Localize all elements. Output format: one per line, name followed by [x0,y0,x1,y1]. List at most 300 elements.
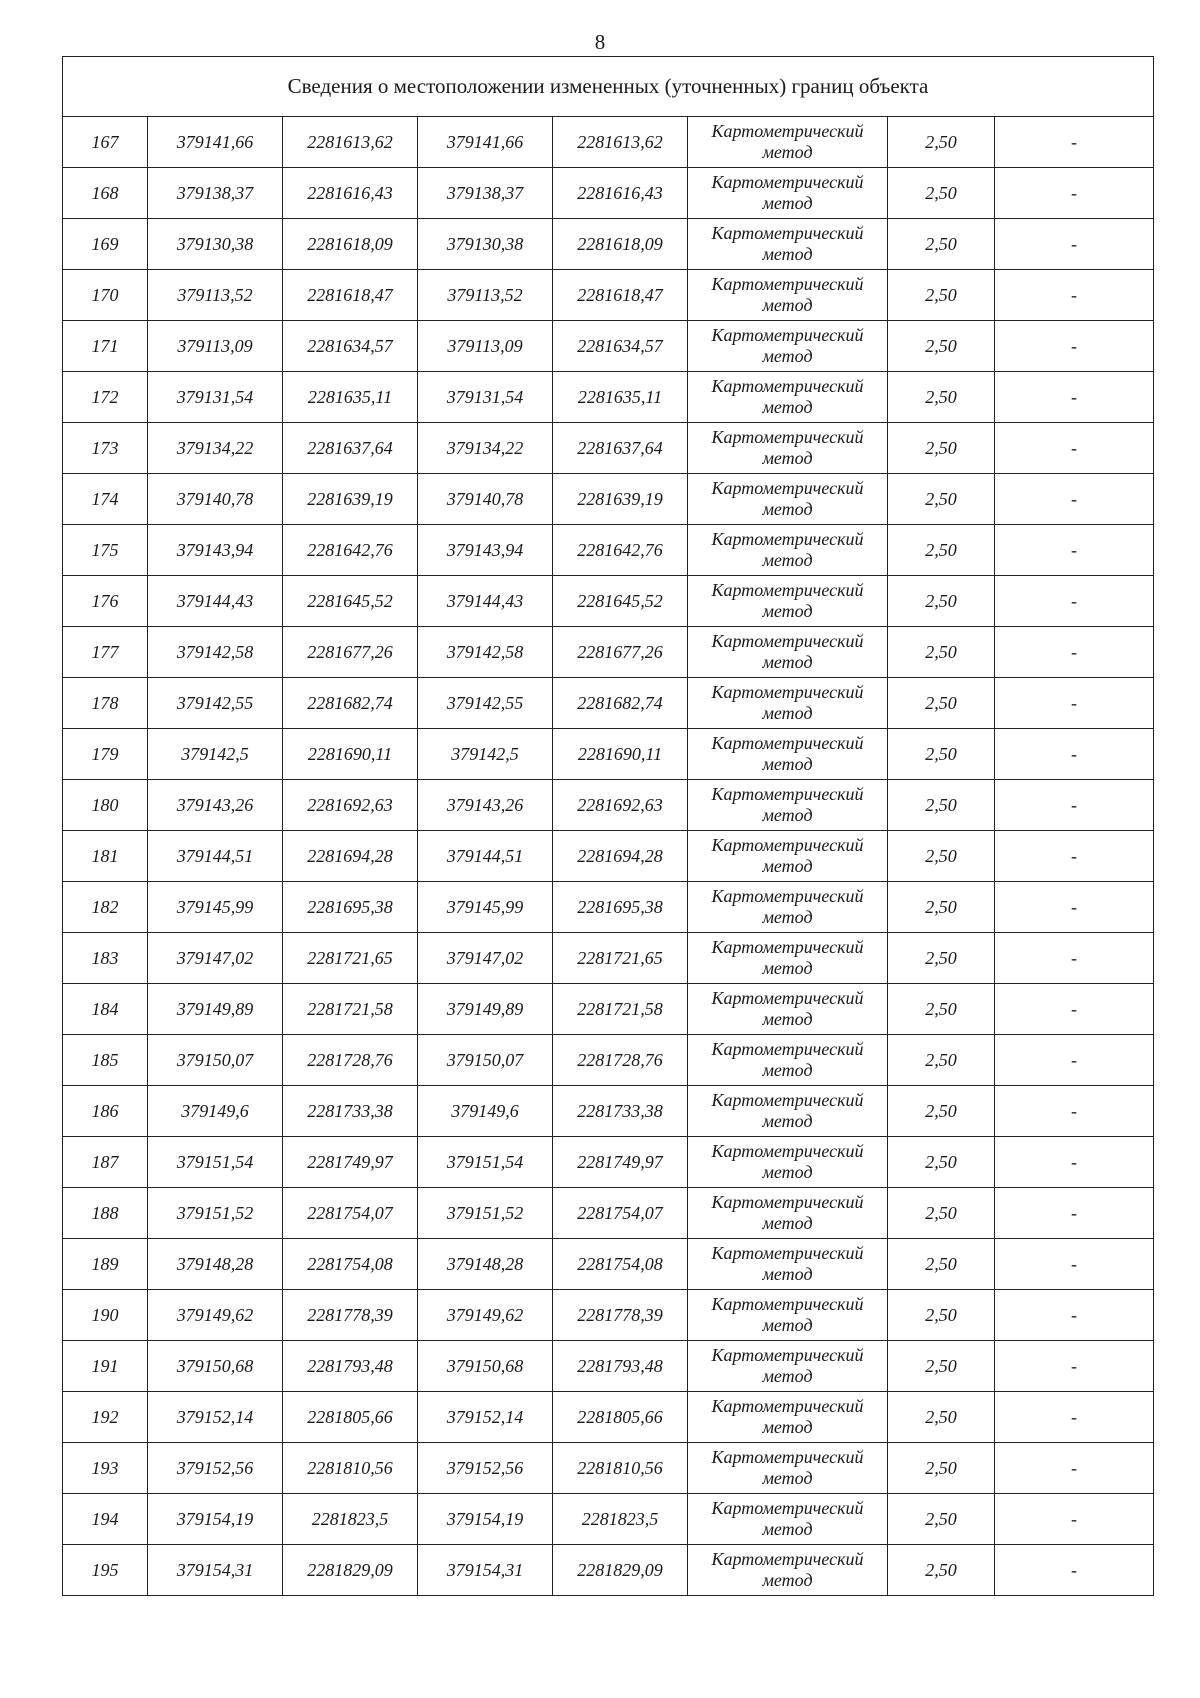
method-line1: Картометрический [711,1039,864,1059]
description-cell: - [995,525,1154,576]
method-line2: метод [762,1060,813,1080]
y-coordinate-old-cell: 2281810,56 [283,1443,418,1494]
x-coordinate-new-cell: 379142,55 [418,678,553,729]
point-number-cell: 192 [63,1392,148,1443]
accuracy-cell: 2,50 [888,1392,995,1443]
y-coordinate-new-cell: 2281749,97 [553,1137,688,1188]
x-coordinate-old-cell: 379141,66 [148,117,283,168]
x-coordinate-old-cell: 379149,6 [148,1086,283,1137]
method-line1: Картометрический [711,988,864,1008]
table-row [63,525,1154,576]
x-coordinate-old-cell: 379147,02 [148,933,283,984]
x-coordinate-new-cell: 379152,14 [418,1392,553,1443]
description-cell: - [995,1035,1154,1086]
method-line2: метод [762,499,813,519]
method-line2: метод [762,550,813,570]
table-body [63,57,1154,1596]
y-coordinate-old-cell: 2281642,76 [283,525,418,576]
y-coordinate-new-cell: 2281692,63 [553,780,688,831]
y-coordinate-old-cell: 2281823,5 [283,1494,418,1545]
y-coordinate-old-cell: 2281692,63 [283,780,418,831]
accuracy-cell: 2,50 [888,1290,995,1341]
method-line1: Картометрический [711,835,864,855]
method-line2: метод [762,1417,813,1437]
method-line2: метод [762,856,813,876]
y-coordinate-new-cell: 2281637,64 [553,423,688,474]
description-cell: - [995,372,1154,423]
point-number-cell: 188 [63,1188,148,1239]
accuracy-cell: 2,50 [888,1443,995,1494]
description-cell: - [995,219,1154,270]
description-cell: - [995,168,1154,219]
description-cell: - [995,321,1154,372]
method-line2: метод [762,805,813,825]
y-coordinate-old-cell: 2281754,08 [283,1239,418,1290]
description-cell: - [995,1341,1154,1392]
description-cell: - [995,270,1154,321]
description-cell: - [995,1290,1154,1341]
table-row [63,627,1154,678]
accuracy-cell: 2,50 [888,984,995,1035]
accuracy-cell: 2,50 [888,882,995,933]
point-number-cell: 178 [63,678,148,729]
method-line1: Картометрический [711,580,864,600]
x-coordinate-new-cell: 379144,43 [418,576,553,627]
point-number-cell: 189 [63,1239,148,1290]
y-coordinate-new-cell: 2281695,38 [553,882,688,933]
y-coordinate-new-cell: 2281754,08 [553,1239,688,1290]
point-number-cell: 173 [63,423,148,474]
method-line2: метод [762,142,813,162]
y-coordinate-old-cell: 2281778,39 [283,1290,418,1341]
y-coordinate-old-cell: 2281613,62 [283,117,418,168]
x-coordinate-new-cell: 379142,5 [418,729,553,780]
method-line2: метод [762,907,813,927]
point-number-cell: 176 [63,576,148,627]
accuracy-cell: 2,50 [888,576,995,627]
y-coordinate-new-cell: 2281829,09 [553,1545,688,1596]
accuracy-cell: 2,50 [888,321,995,372]
method-cell [688,1188,888,1239]
description-cell: - [995,1188,1154,1239]
method-line1: Картометрический [711,937,864,957]
y-coordinate-old-cell: 2281733,38 [283,1086,418,1137]
page-number: 8 [594,30,606,54]
x-coordinate-new-cell: 379142,58 [418,627,553,678]
method-line1: Картометрический [711,1294,864,1314]
table-row [63,1239,1154,1290]
x-coordinate-old-cell: 379113,09 [148,321,283,372]
x-coordinate-new-cell: 379134,22 [418,423,553,474]
x-coordinate-old-cell: 379140,78 [148,474,283,525]
y-coordinate-old-cell: 2281829,09 [283,1545,418,1596]
description-cell: - [995,1443,1154,1494]
method-line2: метод [762,601,813,621]
method-cell [688,168,888,219]
table-row [63,678,1154,729]
accuracy-cell: 2,50 [888,1545,995,1596]
table-row [63,576,1154,627]
point-number-cell: 180 [63,780,148,831]
x-coordinate-new-cell: 379130,38 [418,219,553,270]
x-coordinate-new-cell: 379150,68 [418,1341,553,1392]
method-line1: Картометрический [711,886,864,906]
point-number-cell: 175 [63,525,148,576]
y-coordinate-new-cell: 2281639,19 [553,474,688,525]
table-row [63,1545,1154,1596]
accuracy-cell: 2,50 [888,1188,995,1239]
point-number-cell: 184 [63,984,148,1035]
method-line1: Картометрический [711,1549,864,1569]
method-line2: метод [762,193,813,213]
accuracy-cell: 2,50 [888,168,995,219]
y-coordinate-new-cell: 2281642,76 [553,525,688,576]
description-cell: - [995,576,1154,627]
x-coordinate-new-cell: 379149,89 [418,984,553,1035]
y-coordinate-old-cell: 2281645,52 [283,576,418,627]
method-cell [688,1239,888,1290]
y-coordinate-old-cell: 2281721,58 [283,984,418,1035]
y-coordinate-new-cell: 2281645,52 [553,576,688,627]
method-line1: Картометрический [711,1141,864,1161]
y-coordinate-new-cell: 2281618,47 [553,270,688,321]
x-coordinate-old-cell: 379145,99 [148,882,283,933]
description-cell: - [995,1392,1154,1443]
point-number-cell: 168 [63,168,148,219]
table-title-row [63,57,1154,117]
description-cell: - [995,117,1154,168]
y-coordinate-new-cell: 2281810,56 [553,1443,688,1494]
method-line1: Картометрический [711,1396,864,1416]
y-coordinate-new-cell: 2281754,07 [553,1188,688,1239]
table-row [63,729,1154,780]
table-row [63,882,1154,933]
accuracy-cell: 2,50 [888,1341,995,1392]
y-coordinate-new-cell: 2281682,74 [553,678,688,729]
method-line2: метод [762,1315,813,1335]
table-title: Сведения о местоположении измененных (уточненных) границ объекта [63,57,1154,117]
y-coordinate-old-cell: 2281728,76 [283,1035,418,1086]
y-coordinate-new-cell: 2281677,26 [553,627,688,678]
method-line2: метод [762,1111,813,1131]
accuracy-cell: 2,50 [888,933,995,984]
y-coordinate-new-cell: 2281613,62 [553,117,688,168]
method-cell [688,423,888,474]
method-cell [688,1341,888,1392]
y-coordinate-new-cell: 2281793,48 [553,1341,688,1392]
y-coordinate-new-cell: 2281635,11 [553,372,688,423]
method-line2: метод [762,1162,813,1182]
y-coordinate-old-cell: 2281618,47 [283,270,418,321]
y-coordinate-new-cell: 2281616,43 [553,168,688,219]
method-line1: Картометрический [711,733,864,753]
method-cell [688,729,888,780]
x-coordinate-new-cell: 379113,09 [418,321,553,372]
x-coordinate-old-cell: 379150,68 [148,1341,283,1392]
method-line1: Картометрический [711,427,864,447]
method-line1: Картометрический [711,1243,864,1263]
y-coordinate-old-cell: 2281749,97 [283,1137,418,1188]
method-line1: Картометрический [711,784,864,804]
accuracy-cell: 2,50 [888,780,995,831]
y-coordinate-old-cell: 2281635,11 [283,372,418,423]
method-line1: Картометрический [711,121,864,141]
method-cell [688,1290,888,1341]
method-line2: метод [762,1570,813,1590]
accuracy-cell: 2,50 [888,678,995,729]
y-coordinate-old-cell: 2281805,66 [283,1392,418,1443]
method-cell [688,1035,888,1086]
y-coordinate-old-cell: 2281695,38 [283,882,418,933]
description-cell: - [995,984,1154,1035]
method-line2: метод [762,448,813,468]
table-row [63,933,1154,984]
y-coordinate-new-cell: 2281618,09 [553,219,688,270]
description-cell: - [995,831,1154,882]
table-row [63,1137,1154,1188]
method-cell [688,678,888,729]
method-cell [688,933,888,984]
method-line1: Картометрический [711,529,864,549]
table-row [63,1494,1154,1545]
y-coordinate-new-cell: 2281694,28 [553,831,688,882]
method-line2: метод [762,958,813,978]
coordinates-table [62,56,1154,1596]
x-coordinate-old-cell: 379151,52 [148,1188,283,1239]
accuracy-cell: 2,50 [888,1239,995,1290]
x-coordinate-old-cell: 379131,54 [148,372,283,423]
method-line1: Картометрический [711,1498,864,1518]
accuracy-cell: 2,50 [888,831,995,882]
y-coordinate-new-cell: 2281778,39 [553,1290,688,1341]
y-coordinate-new-cell: 2281634,57 [553,321,688,372]
method-line1: Картометрический [711,1345,864,1365]
y-coordinate-new-cell: 2281721,65 [553,933,688,984]
table-row [63,372,1154,423]
x-coordinate-old-cell: 379151,54 [148,1137,283,1188]
x-coordinate-new-cell: 379145,99 [418,882,553,933]
accuracy-cell: 2,50 [888,270,995,321]
description-cell: - [995,1239,1154,1290]
y-coordinate-old-cell: 2281694,28 [283,831,418,882]
method-line2: метод [762,295,813,315]
method-cell [688,321,888,372]
table-row [63,168,1154,219]
point-number-cell: 182 [63,882,148,933]
table-row [63,1341,1154,1392]
y-coordinate-old-cell: 2281721,65 [283,933,418,984]
method-cell [688,117,888,168]
x-coordinate-old-cell: 379149,89 [148,984,283,1035]
method-line1: Картометрический [711,274,864,294]
x-coordinate-old-cell: 379154,31 [148,1545,283,1596]
x-coordinate-old-cell: 379142,58 [148,627,283,678]
accuracy-cell: 2,50 [888,1035,995,1086]
y-coordinate-new-cell: 2281728,76 [553,1035,688,1086]
accuracy-cell: 2,50 [888,729,995,780]
method-line1: Картометрический [711,1090,864,1110]
y-coordinate-old-cell: 2281618,09 [283,219,418,270]
accuracy-cell: 2,50 [888,627,995,678]
x-coordinate-old-cell: 379144,43 [148,576,283,627]
accuracy-cell: 2,50 [888,1494,995,1545]
y-coordinate-old-cell: 2281616,43 [283,168,418,219]
y-coordinate-new-cell: 2281690,11 [553,729,688,780]
y-coordinate-old-cell: 2281637,64 [283,423,418,474]
description-cell: - [995,1494,1154,1545]
description-cell: - [995,1086,1154,1137]
table-row [63,321,1154,372]
x-coordinate-old-cell: 379142,5 [148,729,283,780]
x-coordinate-old-cell: 379138,37 [148,168,283,219]
method-cell [688,1086,888,1137]
table-row [63,117,1154,168]
x-coordinate-new-cell: 379154,19 [418,1494,553,1545]
table-row [63,1392,1154,1443]
x-coordinate-old-cell: 379130,38 [148,219,283,270]
point-number-cell: 174 [63,474,148,525]
method-line2: метод [762,652,813,672]
x-coordinate-old-cell: 379148,28 [148,1239,283,1290]
method-cell [688,627,888,678]
table-row [63,423,1154,474]
method-cell [688,984,888,1035]
x-coordinate-new-cell: 379149,6 [418,1086,553,1137]
x-coordinate-new-cell: 379143,94 [418,525,553,576]
table-row [63,219,1154,270]
point-number-cell: 170 [63,270,148,321]
method-line1: Картометрический [711,376,864,396]
x-coordinate-new-cell: 379151,52 [418,1188,553,1239]
method-cell [688,219,888,270]
method-cell [688,1494,888,1545]
point-number-cell: 193 [63,1443,148,1494]
x-coordinate-new-cell: 379151,54 [418,1137,553,1188]
x-coordinate-new-cell: 379149,62 [418,1290,553,1341]
table-row [63,1086,1154,1137]
description-cell: - [995,1137,1154,1188]
x-coordinate-old-cell: 379152,14 [148,1392,283,1443]
x-coordinate-old-cell: 379152,56 [148,1443,283,1494]
method-line2: метод [762,754,813,774]
method-line2: метод [762,703,813,723]
x-coordinate-new-cell: 379150,07 [418,1035,553,1086]
method-line2: метод [762,244,813,264]
y-coordinate-old-cell: 2281682,74 [283,678,418,729]
x-coordinate-old-cell: 379113,52 [148,270,283,321]
method-cell [688,1443,888,1494]
point-number-cell: 186 [63,1086,148,1137]
accuracy-cell: 2,50 [888,474,995,525]
method-line2: метод [762,1213,813,1233]
method-cell [688,882,888,933]
method-cell [688,1137,888,1188]
point-number-cell: 179 [63,729,148,780]
accuracy-cell: 2,50 [888,1137,995,1188]
table-row [63,1188,1154,1239]
method-cell [688,780,888,831]
y-coordinate-old-cell: 2281639,19 [283,474,418,525]
x-coordinate-new-cell: 379154,31 [418,1545,553,1596]
point-number-cell: 171 [63,321,148,372]
y-coordinate-old-cell: 2281754,07 [283,1188,418,1239]
method-line1: Картометрический [711,682,864,702]
method-line1: Картометрический [711,223,864,243]
method-line1: Картометрический [711,631,864,651]
x-coordinate-new-cell: 379113,52 [418,270,553,321]
method-cell [688,831,888,882]
table-row [63,1290,1154,1341]
x-coordinate-old-cell: 379143,94 [148,525,283,576]
point-number-cell: 181 [63,831,148,882]
x-coordinate-new-cell: 379131,54 [418,372,553,423]
y-coordinate-old-cell: 2281793,48 [283,1341,418,1392]
method-cell [688,474,888,525]
x-coordinate-old-cell: 379142,55 [148,678,283,729]
accuracy-cell: 2,50 [888,423,995,474]
x-coordinate-old-cell: 379143,26 [148,780,283,831]
table-row [63,474,1154,525]
x-coordinate-new-cell: 379141,66 [418,117,553,168]
method-line1: Картометрический [711,325,864,345]
point-number-cell: 172 [63,372,148,423]
description-cell: - [995,474,1154,525]
point-number-cell: 177 [63,627,148,678]
description-cell: - [995,627,1154,678]
point-number-cell: 185 [63,1035,148,1086]
accuracy-cell: 2,50 [888,1086,995,1137]
method-line2: метод [762,1366,813,1386]
accuracy-cell: 2,50 [888,219,995,270]
x-coordinate-old-cell: 379149,62 [148,1290,283,1341]
method-line2: метод [762,397,813,417]
method-cell [688,525,888,576]
description-cell: - [995,423,1154,474]
x-coordinate-old-cell: 379150,07 [148,1035,283,1086]
y-coordinate-old-cell: 2281690,11 [283,729,418,780]
point-number-cell: 190 [63,1290,148,1341]
table-row [63,984,1154,1035]
x-coordinate-new-cell: 379143,26 [418,780,553,831]
description-cell: - [995,1545,1154,1596]
x-coordinate-old-cell: 379144,51 [148,831,283,882]
point-number-cell: 187 [63,1137,148,1188]
point-number-cell: 194 [63,1494,148,1545]
description-cell: - [995,780,1154,831]
point-number-cell: 183 [63,933,148,984]
table-row [63,780,1154,831]
accuracy-cell: 2,50 [888,117,995,168]
table-row [63,1035,1154,1086]
method-line2: метод [762,1009,813,1029]
y-coordinate-new-cell: 2281721,58 [553,984,688,1035]
method-line1: Картометрический [711,1192,864,1212]
point-number-cell: 167 [63,117,148,168]
method-cell [688,270,888,321]
point-number-cell: 195 [63,1545,148,1596]
x-coordinate-new-cell: 379140,78 [418,474,553,525]
table-row [63,270,1154,321]
y-coordinate-old-cell: 2281634,57 [283,321,418,372]
y-coordinate-new-cell: 2281805,66 [553,1392,688,1443]
point-number-cell: 191 [63,1341,148,1392]
x-coordinate-new-cell: 379148,28 [418,1239,553,1290]
table-row [63,1443,1154,1494]
x-coordinate-new-cell: 379147,02 [418,933,553,984]
x-coordinate-old-cell: 379134,22 [148,423,283,474]
table-row [63,831,1154,882]
method-line1: Картометрический [711,478,864,498]
